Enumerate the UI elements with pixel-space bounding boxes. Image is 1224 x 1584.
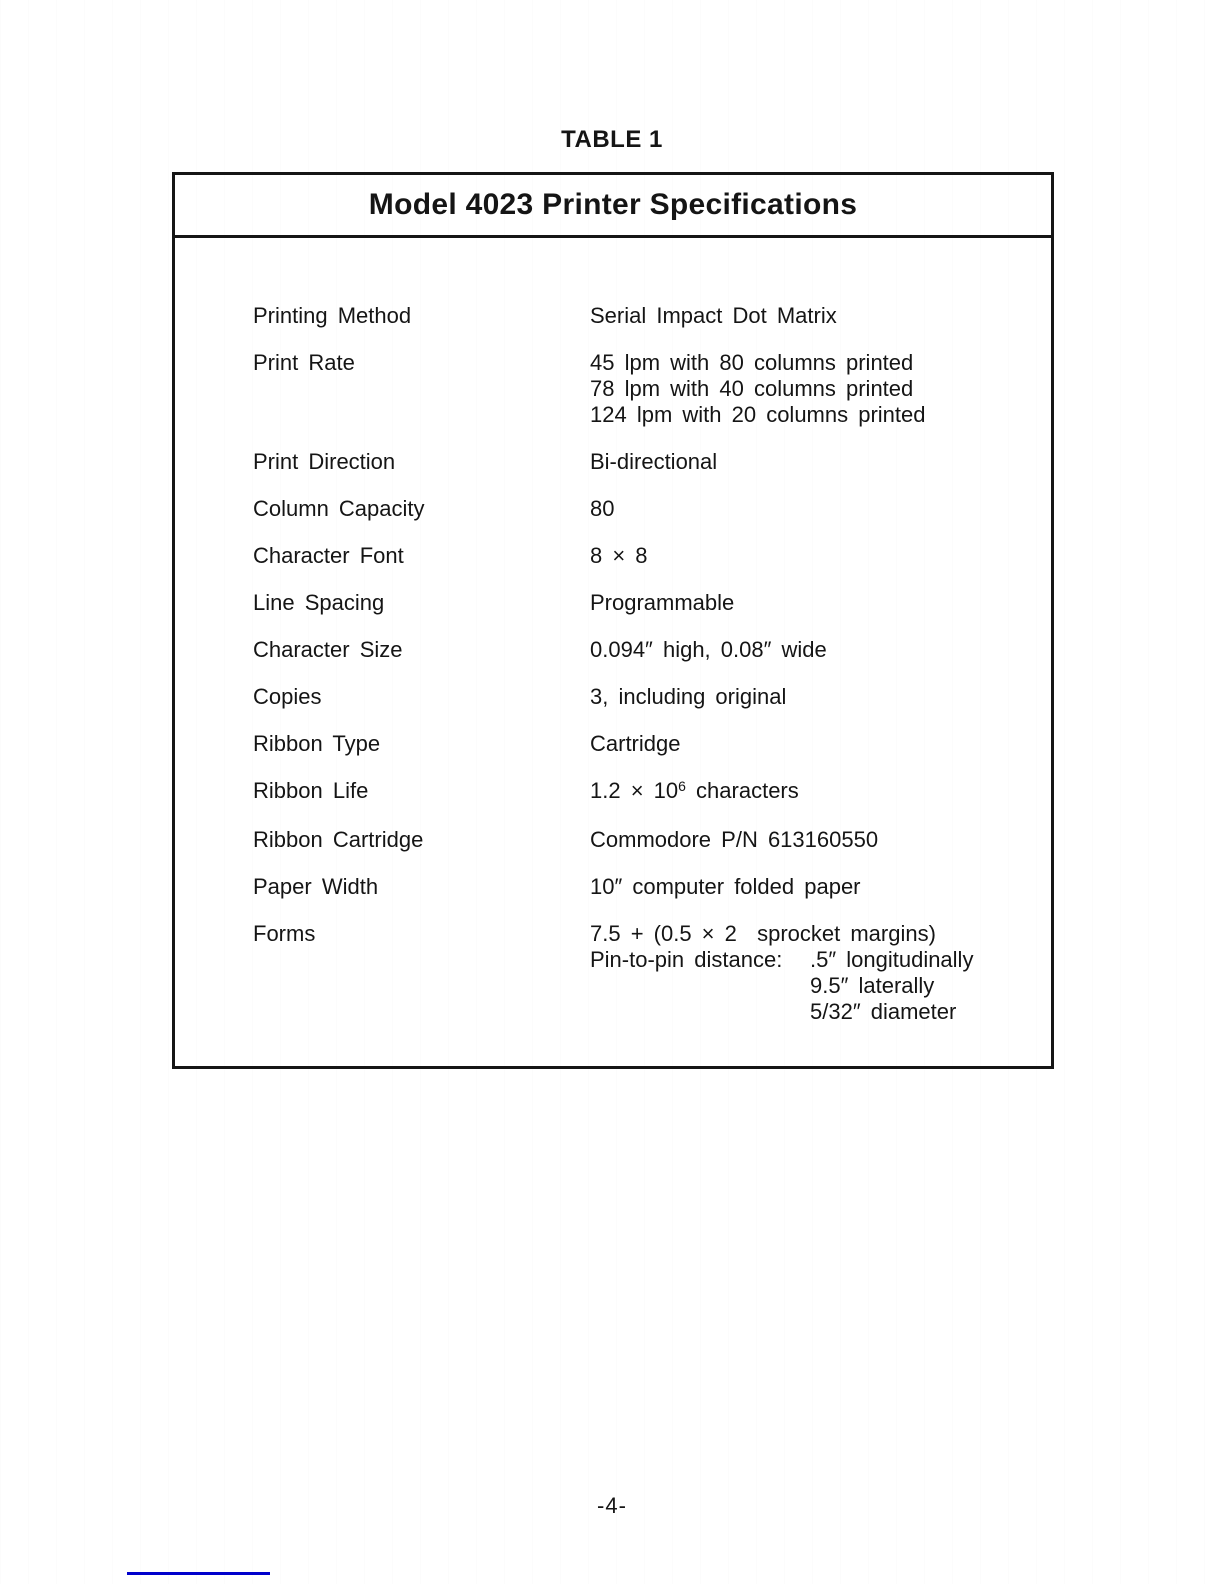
spec-label: Ribbon Cartridge: [253, 827, 424, 852]
spec-label: Forms: [253, 921, 316, 946]
spec-value: [590, 590, 1033, 616]
spec-value: [590, 778, 1033, 806]
ribbon-life-exponent: 6: [678, 778, 686, 794]
value-line: 3, including original: [590, 684, 787, 709]
spec-value: [590, 496, 1033, 522]
value-line: 45 lpm with 80 columns printed: [590, 350, 914, 375]
spec-label: Column Capacity: [253, 496, 425, 521]
spec-value: [590, 921, 1033, 1025]
spec-label: Paper Width: [253, 874, 379, 899]
spec-row-printing-method: [253, 303, 1033, 329]
spec-table-title: Model 4023 Printer Specifications: [175, 175, 1051, 238]
table-caption: TABLE 1: [561, 126, 663, 153]
value-line: Serial Impact Dot Matrix: [590, 303, 837, 328]
footer-blue-line: [127, 1572, 270, 1575]
spec-label: Character Font: [253, 543, 404, 568]
value-line: 9.5″ laterally: [810, 973, 935, 998]
spec-row-paper-width: [253, 874, 1033, 900]
spec-row-ribbon-type: [253, 731, 1033, 757]
value-line: 5/32″ diameter: [810, 999, 957, 1024]
spec-label: Print Direction: [253, 449, 396, 474]
spec-table-body: [175, 238, 1051, 1025]
spec-label: Printing Method: [253, 303, 412, 328]
spec-value: [590, 731, 1033, 757]
ribbon-life-base: 1.2 × 10: [590, 778, 679, 803]
spec-row-print-rate: [253, 350, 1033, 428]
value-line: 10″ computer folded paper: [590, 874, 861, 899]
value-line: Programmable: [590, 590, 735, 615]
spec-row-ribbon-cartridge: [253, 827, 1033, 853]
spec-value: [590, 874, 1033, 900]
spec-row-print-direction: [253, 449, 1033, 475]
spec-label: Copies: [253, 684, 322, 709]
value-line: 0.094″ high, 0.08″ wide: [590, 637, 827, 662]
spec-value: [590, 449, 1033, 475]
spec-table-box: [172, 172, 1054, 1069]
pin-distance-label: Pin-to-pin distance:: [590, 947, 783, 972]
value-line: Commodore P/N 613160550: [590, 827, 879, 852]
value-line: 78 lpm with 40 columns printed: [590, 376, 914, 401]
pin-distance-row: [590, 947, 1033, 1025]
spec-row-column-capacity: [253, 496, 1033, 522]
spec-value: [590, 684, 1033, 710]
page-number: -4-: [597, 1493, 627, 1518]
spec-value: [590, 303, 1033, 329]
spec-row-character-size: [253, 637, 1033, 663]
value-line: 124 lpm with 20 columns printed: [590, 402, 926, 427]
value-line: Bi-directional: [590, 449, 718, 474]
spec-value: [590, 543, 1033, 569]
spec-label: Ribbon Type: [253, 731, 381, 756]
spec-value: [590, 350, 1033, 428]
spec-row-forms: [253, 921, 1033, 1025]
spec-row-line-spacing: [253, 590, 1033, 616]
spec-label: Print Rate: [253, 350, 355, 375]
spec-label: Line Spacing: [253, 590, 385, 615]
spec-label: Ribbon Life: [253, 778, 369, 803]
value-line: 8 × 8: [590, 543, 648, 568]
spec-label: Character Size: [253, 637, 403, 662]
value-line: .5″ longitudinally: [810, 947, 974, 972]
pin-distance-values: [810, 947, 973, 1025]
value-line: 7.5 + (0.5 × 2 sprocket margins): [590, 921, 936, 946]
value-line: Cartridge: [590, 731, 681, 756]
ribbon-life-rest: characters: [685, 778, 799, 803]
spec-value: [590, 637, 1033, 663]
spec-value: [590, 827, 1033, 853]
spec-row-ribbon-life: [253, 778, 1033, 806]
spec-row-copies: [253, 684, 1033, 710]
value-line: [590, 778, 1033, 806]
value-line: 80: [590, 496, 615, 521]
spec-row-character-font: [253, 543, 1033, 569]
